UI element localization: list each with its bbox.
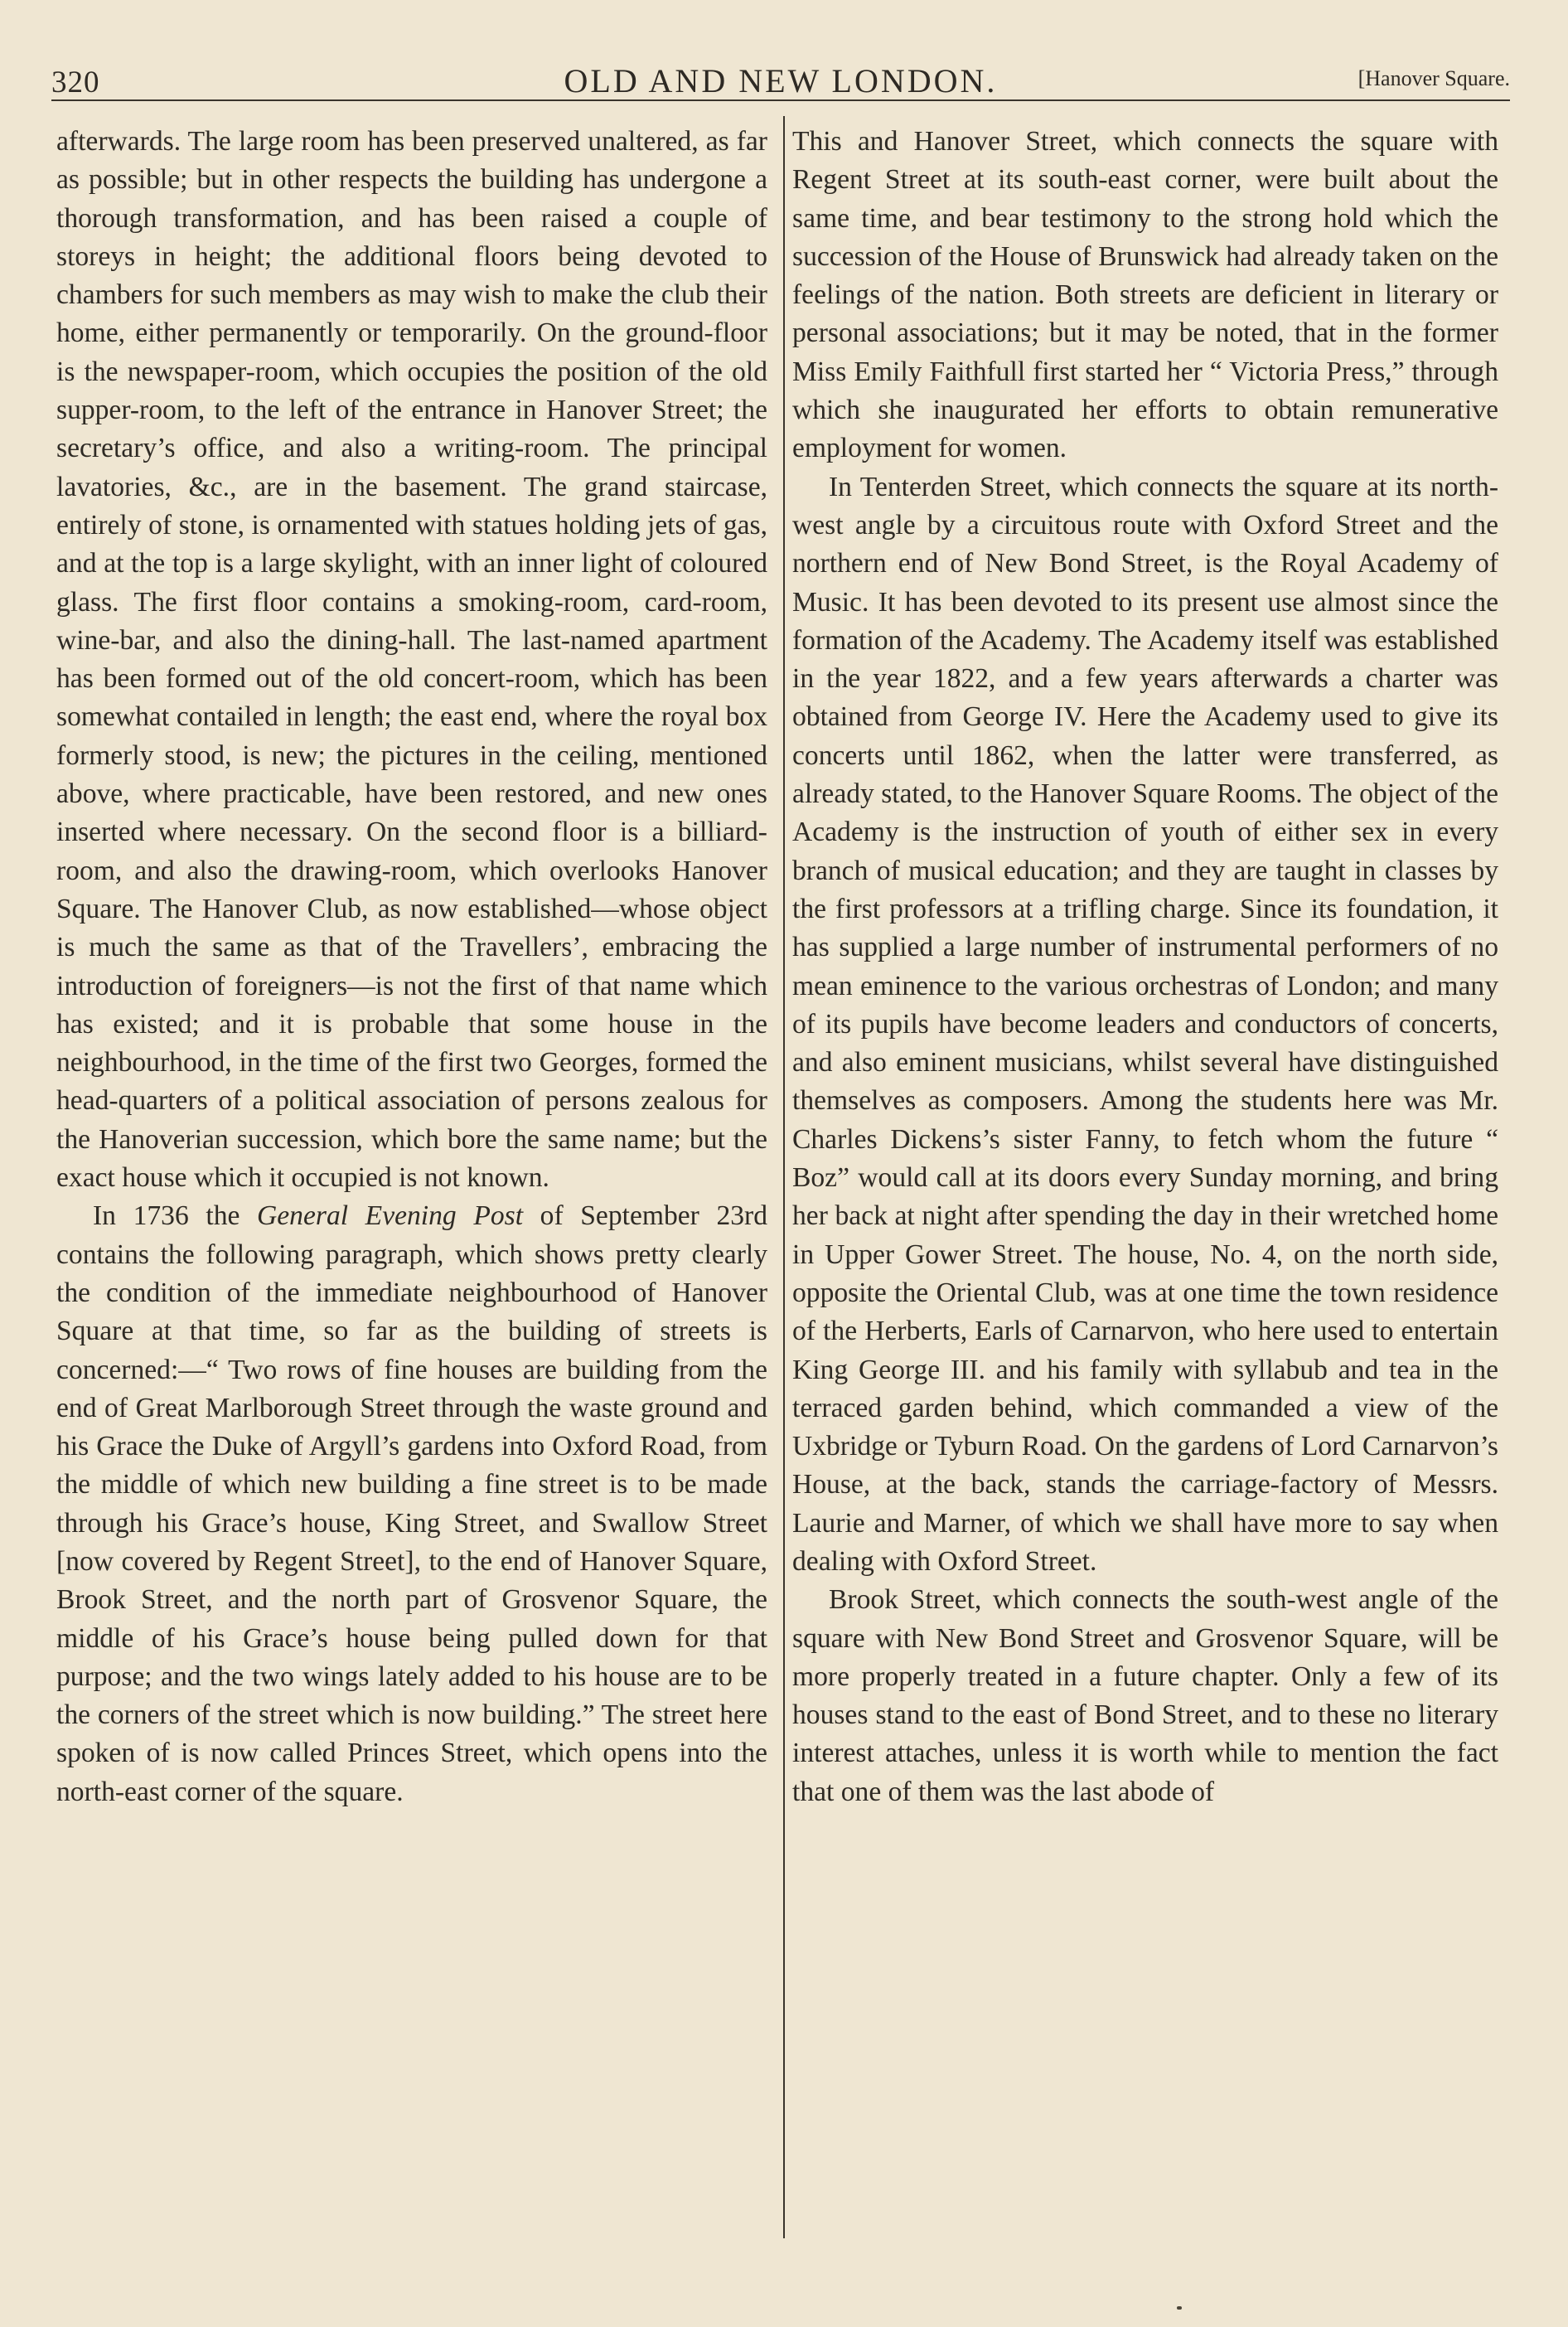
column-divider [783, 116, 785, 2238]
text-span: of September 23rd contains the following paragraph, which shows pretty clearly the condition of the immediate neighbourhood of Hanover Square at that time, so far as the building of streets is concerned:—“ Two rows of fine houses are building from the end of Great Marlborough Street through the waste ground and his Grace the Duke of Argyll’s gardens into Oxford Road, from the middle of which new building a fine street is to be made through his Grace’s house, King Street, and Swallow Street [now covered by Regent Street], to the end of Hanover Square, Brook Street, and the north part of Grosvenor Square, the middle of his Grace’s house being pulled down for that purpose; and the two wings lately added to his house are to be the corners of the street which is now building.” The street here spoken of is now called Princes Street, which opens into the north-east corner of the square. [56, 1200, 768, 1807]
section-title: [Hanover Square. [1357, 66, 1510, 90]
paragraph: Brook Street, which connects the south-west angle of the square with New Bond Street and Grosvenor Square, will be more properly treated in a future chapter. Only a few of its houses stand to the east of Bond Street, and to these no literary interest attaches, unless it is worth while to mention the fact that one of them was the last abode of [792, 1584, 1498, 1807]
page-header [51, 53, 1510, 103]
right-column [792, 123, 1498, 1811]
paragraph: afterwards. The large room has been preserved unaltered, as far as possible; but in other respects the building has undergone a thorough transformation, and has been raised a couple of storeys in height; the additional floors being devoted to chambers for such members as may wish to make the club their home, either permanently or temporarily. On the ground-floor is the newspaper-room, which occupies the position of the old supper-room, to the left of the entrance in Hanover Street; the secretary’s office, and also a writing-room. The principal lavatories, &c., are in the basement. The grand staircase, entirely of stone, is ornamented with statues holding jets of gas, and at the top is a large skylight, with an inner light of coloured glass. The first floor contains a smoking-room, card-room, wine-bar, and also the dining-hall. The last-named apartment has been formed out of the old concert-room, which has been somewhat contailed in length; the east end, where the royal box formerly stood, is new; the pictures in the ceiling, mentioned above, where practicable, have been restored, and new ones inserted where necessary. On the second floor is a billiard-room, and also the drawing-room, which overlooks Hanover Square. The Hanover Club, as now established—whose object is much the same as that of the Travellers’, embracing the introduction of foreigners—is not the first of that name which has existed; and it is probable that some house in the neighbourhood, in the time of the first two Georges, formed the head-quarters of a political association of persons zealous for the Hanoverian succession, which bore the same name; but the exact house which it occupied is not known. [56, 126, 767, 1194]
header-rule [51, 99, 1510, 101]
left-column [56, 123, 767, 1811]
running-title: OLD AND NEW LONDON. [564, 62, 998, 99]
paragraph: This and Hanover Street, which connects the square with Regent Street at its south-east corner, were built about the same time, and bear testimony to the strong hold which the succession of the House of Brunswick had already taken on the feelings of the nation. Both streets are deficient in literary or personal associations; but it may be noted, that in the former Miss Emily Faithfull first started her “ Victoria Press,” through which she inaugurated her efforts to obtain remunerative employment for women. [792, 126, 1498, 464]
paragraph [56, 1197, 767, 1811]
newspaper-title: General Evening Post [257, 1200, 524, 1232]
page-number: 320 [51, 65, 100, 99]
text-span: In 1736 the [93, 1200, 258, 1232]
ink-mark [1177, 2306, 1182, 2310]
paragraph: In Tenterden Street, which connects the square at its north-west angle by a circuitous route with Oxford Street and the northern end of New Bond Street, is the Royal Academy of Music. It has been devoted to its present use almost since the formation of the Academy. The Academy itself was established in the year 1822, and a few years afterwards a charter was obtained from George IV. Here the Academy used to give its concerts until 1862, when the latter were transferred, as already stated, to the Hanover Square Rooms. The object of the Academy is the instruction of youth of either sex in every branch of musical education; and they are taught in classes by the first professors at a trifling charge. Since its foundation, it has supplied a large number of instrumental performers of no mean eminence to the various orchestras of London; and many of its pupils have become leaders and conductors of concerts, and also eminent musicians, whilst several have distinguished themselves as composers. Among the students here was Mr. Charles Dickens’s sister Fanny, to fetch whom the future “ Boz” would call at its doors every Sunday morning, and bring her back at night after spending the day in their wretched home in Upper Gower Street. The house, No. 4, on the north side, opposite the Oriental Club, was at one time the town residence of the Herberts, Earls of Carnarvon, who here used to entertain King George III. and his family with syllabub and tea in the terraced garden behind, which commanded a view of the Uxbridge or Tyburn Road. On the gardens of Lord Carnarvon’s House, at the back, stands the carriage-factory of Messrs. Laurie and Marner, of which we shall have more to say when dealing with Oxford Street. [792, 471, 1498, 1577]
